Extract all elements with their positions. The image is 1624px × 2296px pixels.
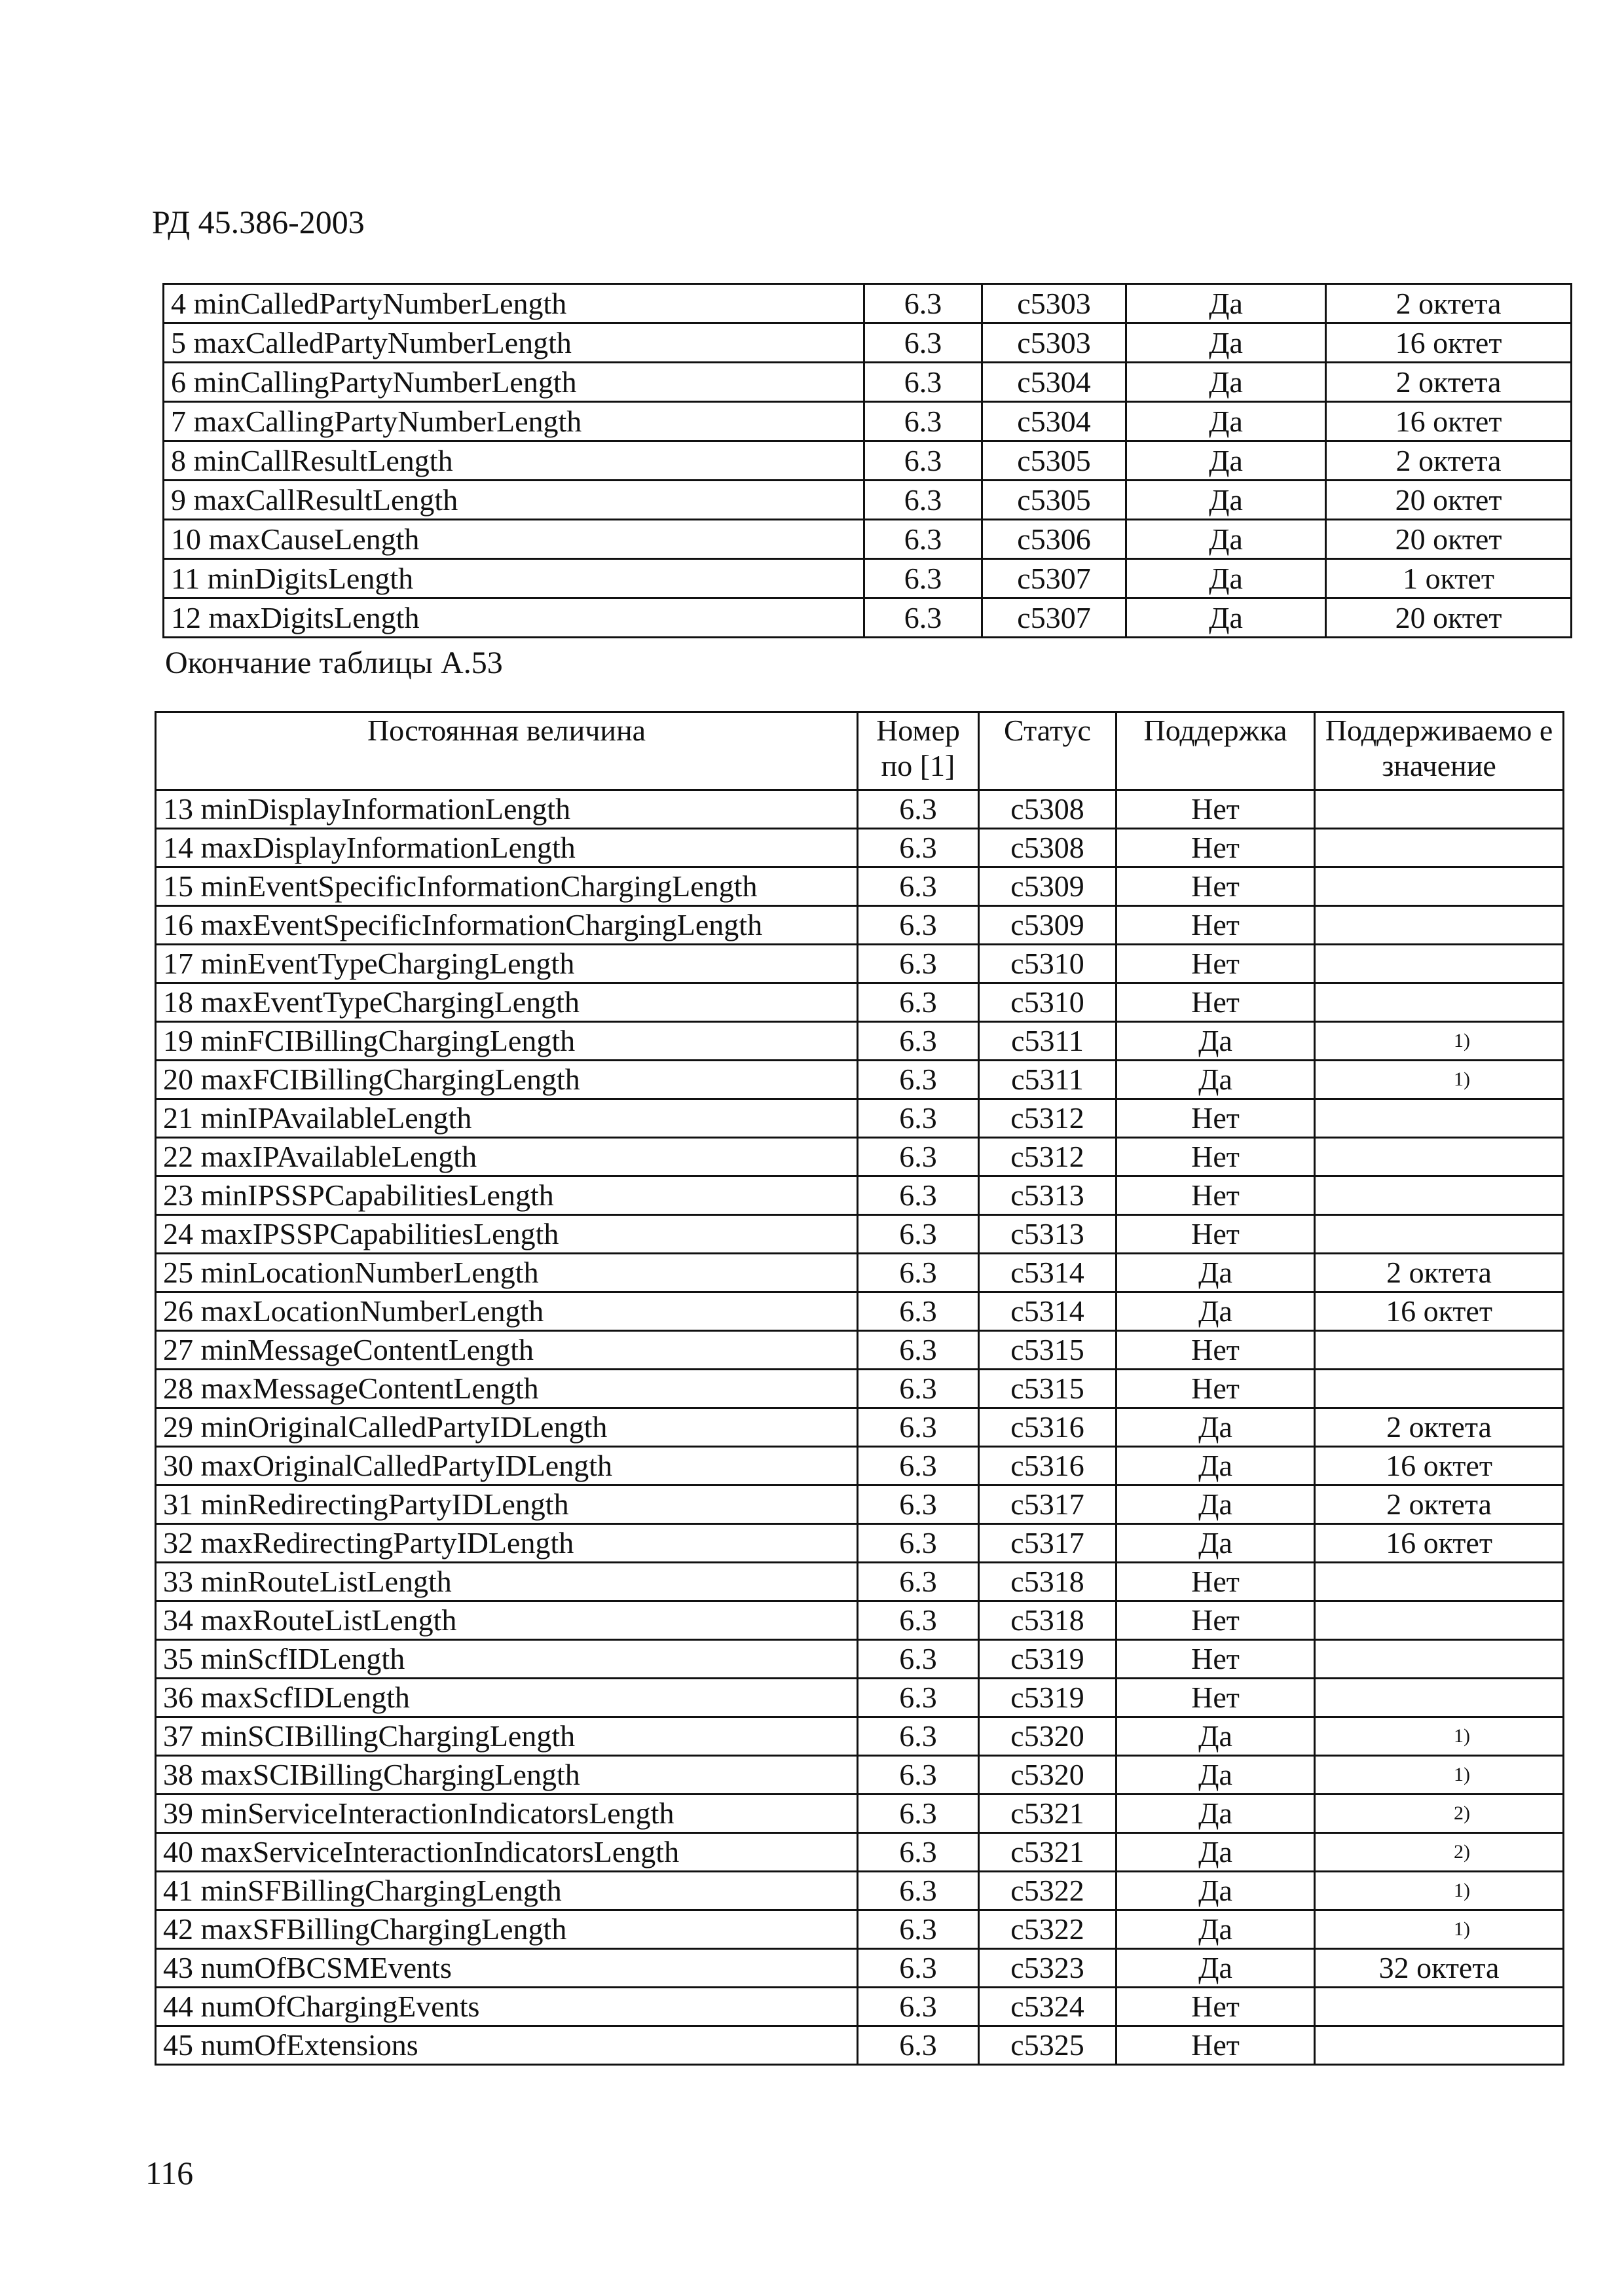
ref-number-cell: 6.3 (858, 1988, 979, 2026)
support-cell: Да (1126, 520, 1326, 559)
ref-number-cell: 6.3 (858, 1949, 979, 1988)
support-cell: Да (1116, 1949, 1315, 1988)
supported-value-cell: 2 октета (1326, 284, 1572, 323)
ref-number-cell: 6.3 (858, 1099, 979, 1138)
ref-number-cell: 6.3 (858, 1601, 979, 1640)
table-row (164, 559, 1572, 598)
ref-number-cell: 6.3 (858, 1679, 979, 1717)
supported-value-cell: 2 октета (1315, 1485, 1564, 1524)
ref-number-cell: 6.3 (858, 829, 979, 867)
support-cell: Да (1116, 1254, 1315, 1292)
ref-number-cell: 6.3 (858, 1833, 979, 1872)
table-row (156, 1061, 1564, 1099)
status-cell: c5309 (979, 906, 1116, 945)
supported-value-cell: 2 октета (1315, 1254, 1564, 1292)
status-cell: c5310 (979, 983, 1116, 1022)
status-cell: c5307 (982, 598, 1126, 638)
table-row (164, 598, 1572, 638)
ref-number-cell: 6.3 (864, 441, 982, 481)
constant-name-cell: 44 numOfChargingEvents (156, 1988, 858, 2026)
status-cell: c5312 (979, 1138, 1116, 1176)
supported-value-cell: 20 октет (1326, 598, 1572, 638)
constant-name-cell: 45 numOfExtensions (156, 2026, 858, 2065)
table-row (164, 402, 1572, 441)
constant-name-cell: 14 maxDisplayInformationLength (156, 829, 858, 867)
constant-name-cell: 12 maxDigitsLength (164, 598, 864, 638)
constant-name-cell: 15 minEventSpecificInformationChargingLength (156, 867, 858, 906)
constant-name-cell: 33 minRouteListLength (156, 1563, 858, 1601)
support-cell: Да (1116, 1524, 1315, 1563)
ref-number-cell: 6.3 (864, 363, 982, 402)
ref-number-cell: 6.3 (858, 1447, 979, 1485)
ref-number-cell: 6.3 (858, 1756, 979, 1795)
status-cell: c5312 (979, 1099, 1116, 1138)
status-cell: c5320 (979, 1756, 1116, 1795)
constant-name-cell: 30 maxOriginalCalledPartyIDLength (156, 1447, 858, 1485)
status-cell: c5322 (979, 1910, 1116, 1949)
supported-value-cell: 20 октет (1326, 520, 1572, 559)
constant-name-cell: 16 maxEventSpecificInformationChargingLength (156, 906, 858, 945)
support-cell: Да (1126, 481, 1326, 520)
support-cell: Да (1116, 1795, 1315, 1833)
supported-value-cell: 32 октета (1315, 1949, 1564, 1988)
header-status: Статус (979, 712, 1116, 790)
table-row (156, 1910, 1564, 1949)
supported-value-cell: 16 октет (1326, 323, 1572, 363)
constant-name-cell: 35 minScfIDLength (156, 1640, 858, 1679)
table-caption: Окончание таблицы А.53 (165, 646, 503, 680)
status-cell: c5303 (982, 323, 1126, 363)
table-row (156, 1833, 1564, 1872)
table-row (156, 1215, 1564, 1254)
table-row (156, 1022, 1564, 1061)
ref-number-cell: 6.3 (858, 1138, 979, 1176)
status-cell: c5321 (979, 1795, 1116, 1833)
constant-name-cell: 21 minIPAvailableLength (156, 1099, 858, 1138)
ref-number-cell: 6.3 (864, 559, 982, 598)
support-cell: Да (1116, 1910, 1315, 1949)
table-row (156, 1640, 1564, 1679)
supported-value-cell: 2 октета (1326, 363, 1572, 402)
ref-number-cell: 6.3 (858, 1717, 979, 1756)
supported-value-cell (1315, 1099, 1564, 1138)
table-row (156, 1485, 1564, 1524)
constant-name-cell: 11 minDigitsLength (164, 559, 864, 598)
status-cell: c5304 (982, 363, 1126, 402)
status-cell: c5314 (979, 1254, 1116, 1292)
supported-value-cell: 1) (1315, 1717, 1564, 1756)
table-row (156, 1524, 1564, 1563)
ref-number-cell: 6.3 (864, 481, 982, 520)
ref-number-cell: 6.3 (864, 598, 982, 638)
ref-number-cell: 6.3 (858, 1795, 979, 1833)
support-cell: Нет (1116, 945, 1315, 983)
support-cell: Да (1126, 363, 1326, 402)
constant-name-cell: 37 minSCIBillingChargingLength (156, 1717, 858, 1756)
ref-number-cell: 6.3 (858, 1408, 979, 1447)
status-cell: c5322 (979, 1872, 1116, 1910)
constant-name-cell: 31 minRedirectingPartyIDLength (156, 1485, 858, 1524)
constant-name-cell: 36 maxScfIDLength (156, 1679, 858, 1717)
support-cell: Да (1116, 1872, 1315, 1910)
supported-value-cell: 2 октета (1315, 1408, 1564, 1447)
constant-name-cell: 20 maxFCIBillingChargingLength (156, 1061, 858, 1099)
support-cell: Нет (1116, 1601, 1315, 1640)
table-row (156, 1447, 1564, 1485)
constant-name-cell: 9 maxCallResultLength (164, 481, 864, 520)
supported-value-cell (1315, 1640, 1564, 1679)
support-cell: Нет (1116, 1640, 1315, 1679)
ref-number-cell: 6.3 (858, 867, 979, 906)
table-row (156, 1717, 1564, 1756)
table-row (164, 520, 1572, 559)
ref-number-cell: 6.3 (858, 1254, 979, 1292)
table-row (156, 1408, 1564, 1447)
ref-number-cell: 6.3 (864, 520, 982, 559)
ref-number-cell: 6.3 (858, 1292, 979, 1331)
supported-value-cell: 2) (1315, 1833, 1564, 1872)
constant-name-cell: 18 maxEventTypeChargingLength (156, 983, 858, 1022)
supported-value-cell (1315, 867, 1564, 906)
support-cell: Нет (1116, 867, 1315, 906)
status-cell: c5324 (979, 1988, 1116, 2026)
status-cell: c5311 (979, 1022, 1116, 1061)
constant-name-cell: 27 minMessageContentLength (156, 1331, 858, 1370)
constant-name-cell: 39 minServiceInteractionIndicatorsLength (156, 1795, 858, 1833)
ref-number-cell: 6.3 (858, 1485, 979, 1524)
table-row (164, 363, 1572, 402)
constant-name-cell: 26 maxLocationNumberLength (156, 1292, 858, 1331)
table-row (164, 481, 1572, 520)
constant-name-cell: 13 minDisplayInformationLength (156, 790, 858, 829)
support-cell: Нет (1116, 2026, 1315, 2065)
support-cell: Да (1116, 1717, 1315, 1756)
status-cell: c5318 (979, 1563, 1116, 1601)
support-cell: Да (1126, 323, 1326, 363)
ref-number-cell: 6.3 (858, 1524, 979, 1563)
status-cell: c5315 (979, 1331, 1116, 1370)
support-cell: Нет (1116, 1679, 1315, 1717)
status-cell: c5316 (979, 1447, 1116, 1485)
supported-value-cell: 1 октет (1326, 559, 1572, 598)
header-supported-value: Поддерживаемо е значение (1315, 712, 1564, 790)
supported-value-cell (1315, 945, 1564, 983)
ref-number-cell: 6.3 (858, 983, 979, 1022)
supported-value-cell: 2) (1315, 1795, 1564, 1833)
status-cell: c5318 (979, 1601, 1116, 1640)
constant-name-cell: 25 minLocationNumberLength (156, 1254, 858, 1292)
supported-value-cell: 1) (1315, 1756, 1564, 1795)
constant-name-cell: 19 minFCIBillingChargingLength (156, 1022, 858, 1061)
supported-value-cell: 20 октет (1326, 481, 1572, 520)
constant-name-cell: 32 maxRedirectingPartyIDLength (156, 1524, 858, 1563)
status-cell: c5310 (979, 945, 1116, 983)
status-cell: c5308 (979, 790, 1116, 829)
status-cell: c5311 (979, 1061, 1116, 1099)
table-row (156, 1679, 1564, 1717)
constant-name-cell: 7 maxCallingPartyNumberLength (164, 402, 864, 441)
status-cell: c5317 (979, 1524, 1116, 1563)
status-cell: c5321 (979, 1833, 1116, 1872)
constant-name-cell: 8 minCallResultLength (164, 441, 864, 481)
status-cell: c5316 (979, 1408, 1116, 1447)
table-header-row (156, 712, 1564, 790)
constants-table-continued (162, 283, 1572, 638)
constant-name-cell: 24 maxIPSSPCapabilitiesLength (156, 1215, 858, 1254)
supported-value-cell (1315, 790, 1564, 829)
ref-number-cell: 6.3 (864, 284, 982, 323)
table-row (156, 1949, 1564, 1988)
constant-name-cell: 4 minCalledPartyNumberLength (164, 284, 864, 323)
ref-number-cell: 6.3 (858, 1910, 979, 1949)
support-cell: Нет (1116, 829, 1315, 867)
ref-number-cell: 6.3 (858, 1022, 979, 1061)
status-cell: c5315 (979, 1370, 1116, 1408)
constant-name-cell: 29 minOriginalCalledPartyIDLength (156, 1408, 858, 1447)
supported-value-cell: 16 октет (1326, 402, 1572, 441)
status-cell: c5306 (982, 520, 1126, 559)
supported-value-cell: 16 октет (1315, 1524, 1564, 1563)
support-cell: Нет (1116, 1138, 1315, 1176)
supported-value-cell: 16 октет (1315, 1447, 1564, 1485)
support-cell: Да (1126, 441, 1326, 481)
supported-value-cell: 2 октета (1326, 441, 1572, 481)
support-cell: Нет (1116, 983, 1315, 1022)
table-row (156, 2026, 1564, 2065)
table-row (156, 1099, 1564, 1138)
supported-value-cell (1315, 829, 1564, 867)
support-cell: Нет (1116, 1176, 1315, 1215)
ref-number-cell: 6.3 (864, 402, 982, 441)
ref-number-cell: 6.3 (858, 945, 979, 983)
header-support: Поддержка (1116, 712, 1315, 790)
status-cell: c5314 (979, 1292, 1116, 1331)
constant-name-cell: 42 maxSFBillingChargingLength (156, 1910, 858, 1949)
ref-number-cell: 6.3 (858, 1370, 979, 1408)
table-row (156, 1370, 1564, 1408)
supported-value-cell (1315, 1176, 1564, 1215)
table-row (156, 1254, 1564, 1292)
supported-value-cell (1315, 906, 1564, 945)
table-row (156, 1872, 1564, 1910)
status-cell: c5313 (979, 1176, 1116, 1215)
support-cell: Да (1126, 402, 1326, 441)
table-row (164, 323, 1572, 363)
supported-value-cell: 16 октет (1315, 1292, 1564, 1331)
support-cell: Да (1126, 598, 1326, 638)
constant-name-cell: 43 numOfBCSMEvents (156, 1949, 858, 1988)
table-row (156, 867, 1564, 906)
supported-value-cell: 1) (1315, 1061, 1564, 1099)
header-constant: Постоянная величина (156, 712, 858, 790)
status-cell: c5320 (979, 1717, 1116, 1756)
page-number: 116 (145, 2155, 194, 2191)
support-cell: Нет (1116, 1563, 1315, 1601)
support-cell: Нет (1116, 1099, 1315, 1138)
constant-name-cell: 6 minCallingPartyNumberLength (164, 363, 864, 402)
support-cell: Да (1116, 1756, 1315, 1795)
supported-value-cell (1315, 1215, 1564, 1254)
table-row (156, 1988, 1564, 2026)
status-cell: c5309 (979, 867, 1116, 906)
support-cell: Нет (1116, 1370, 1315, 1408)
constant-name-cell: 17 minEventTypeChargingLength (156, 945, 858, 983)
supported-value-cell (1315, 1138, 1564, 1176)
status-cell: c5307 (982, 559, 1126, 598)
table-row (156, 1563, 1564, 1601)
supported-value-cell (1315, 2026, 1564, 2065)
support-cell: Да (1116, 1022, 1315, 1061)
status-cell: c5308 (979, 829, 1116, 867)
constant-name-cell: 5 maxCalledPartyNumberLength (164, 323, 864, 363)
ref-number-cell: 6.3 (858, 1640, 979, 1679)
table-row (156, 906, 1564, 945)
ref-number-cell: 6.3 (858, 2026, 979, 2065)
table-row (156, 1795, 1564, 1833)
table-row (156, 1756, 1564, 1795)
table-row (156, 829, 1564, 867)
support-cell: Да (1116, 1292, 1315, 1331)
ref-number-cell: 6.3 (858, 906, 979, 945)
supported-value-cell (1315, 983, 1564, 1022)
status-cell: c5313 (979, 1215, 1116, 1254)
support-cell: Нет (1116, 790, 1315, 829)
constant-name-cell: 23 minIPSSPCapabilitiesLength (156, 1176, 858, 1215)
ref-number-cell: 6.3 (858, 1872, 979, 1910)
status-cell: c5325 (979, 2026, 1116, 2065)
constant-name-cell: 38 maxSCIBillingChargingLength (156, 1756, 858, 1795)
ref-number-cell: 6.3 (858, 1215, 979, 1254)
supported-value-cell: 1) (1315, 1022, 1564, 1061)
ref-number-cell: 6.3 (858, 1176, 979, 1215)
constant-name-cell: 22 maxIPAvailableLength (156, 1138, 858, 1176)
constant-name-cell: 41 minSFBillingChargingLength (156, 1872, 858, 1910)
constant-name-cell: 10 maxCauseLength (164, 520, 864, 559)
ref-number-cell: 6.3 (858, 790, 979, 829)
support-cell: Да (1116, 1061, 1315, 1099)
status-cell: c5319 (979, 1679, 1116, 1717)
table-row (164, 441, 1572, 481)
status-cell: c5303 (982, 284, 1126, 323)
status-cell: c5317 (979, 1485, 1116, 1524)
constant-name-cell: 40 maxServiceInteractionIndicatorsLength (156, 1833, 858, 1872)
supported-value-cell (1315, 1331, 1564, 1370)
status-cell: c5305 (982, 441, 1126, 481)
constants-table-end (155, 711, 1564, 2066)
support-cell: Нет (1116, 1988, 1315, 2026)
support-cell: Да (1116, 1408, 1315, 1447)
table-row (156, 983, 1564, 1022)
table-row (156, 790, 1564, 829)
support-cell: Нет (1116, 1331, 1315, 1370)
support-cell: Да (1116, 1447, 1315, 1485)
status-cell: c5305 (982, 481, 1126, 520)
table-row (156, 1601, 1564, 1640)
constant-name-cell: 34 maxRouteListLength (156, 1601, 858, 1640)
support-cell: Нет (1116, 906, 1315, 945)
supported-value-cell (1315, 1988, 1564, 2026)
document-header: РД 45.386-2003 (152, 204, 365, 240)
status-cell: c5323 (979, 1949, 1116, 1988)
support-cell: Да (1126, 559, 1326, 598)
supported-value-cell (1315, 1563, 1564, 1601)
table-row (164, 284, 1572, 323)
status-cell: c5304 (982, 402, 1126, 441)
supported-value-cell (1315, 1601, 1564, 1640)
supported-value-cell (1315, 1679, 1564, 1717)
support-cell: Да (1116, 1833, 1315, 1872)
ref-number-cell: 6.3 (858, 1563, 979, 1601)
supported-value-cell: 1) (1315, 1910, 1564, 1949)
table-row (156, 945, 1564, 983)
table-row (156, 1331, 1564, 1370)
header-number: Номер по [1] (858, 712, 979, 790)
supported-value-cell: 1) (1315, 1872, 1564, 1910)
table-row (156, 1138, 1564, 1176)
table-row (156, 1292, 1564, 1331)
support-cell: Да (1126, 284, 1326, 323)
status-cell: c5319 (979, 1640, 1116, 1679)
ref-number-cell: 6.3 (858, 1061, 979, 1099)
ref-number-cell: 6.3 (864, 323, 982, 363)
supported-value-cell (1315, 1370, 1564, 1408)
support-cell: Да (1116, 1485, 1315, 1524)
ref-number-cell: 6.3 (858, 1331, 979, 1370)
table-row (156, 1176, 1564, 1215)
support-cell: Нет (1116, 1215, 1315, 1254)
constant-name-cell: 28 maxMessageContentLength (156, 1370, 858, 1408)
